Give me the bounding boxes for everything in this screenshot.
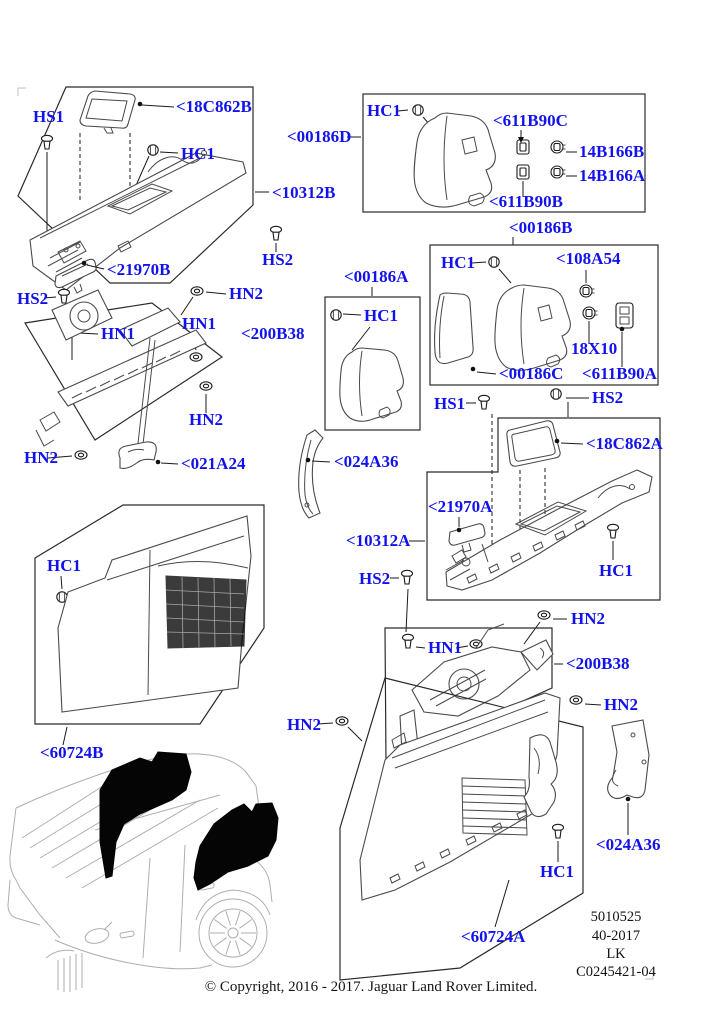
leader-line — [352, 327, 370, 350]
label-hn1[interactable]: HN1 — [182, 314, 216, 333]
nut-icon — [538, 611, 550, 619]
screw-icon — [42, 135, 53, 149]
label-hn2[interactable]: HN2 — [229, 284, 263, 303]
label-18c862b[interactable]: <18C862B — [176, 97, 252, 116]
label-024a36[interactable]: <024A36 — [334, 452, 399, 471]
label-60724b[interactable]: <60724B — [40, 743, 104, 762]
nut-icon — [190, 353, 202, 361]
bracket-tab — [462, 543, 471, 552]
leader-line — [477, 372, 496, 374]
leader-line — [181, 297, 193, 315]
label-hs2[interactable]: HS2 — [17, 289, 49, 308]
label-hc1[interactable]: HC1 — [364, 306, 398, 325]
clip-icon — [551, 141, 566, 153]
screw-icon — [608, 524, 619, 538]
leader-line — [142, 105, 174, 107]
label-14b166b[interactable]: 14B166B — [579, 142, 645, 161]
pillar-024a36-right-group — [608, 720, 649, 835]
clip-icon — [551, 166, 566, 178]
clip-icon — [583, 307, 598, 319]
label-hs1[interactable]: HS1 — [33, 107, 65, 126]
nut-icon — [570, 696, 582, 704]
pillar-shape — [608, 720, 649, 799]
label-00186a[interactable]: <00186A — [344, 267, 409, 286]
label-21970b[interactable]: <21970B — [107, 260, 171, 279]
ref-section-number: 40-2017 — [591, 928, 641, 944]
label-hn2[interactable]: HN2 — [287, 715, 321, 734]
ref-drawing-number: C0245421-04 — [576, 964, 656, 980]
label-hs2[interactable]: HS2 — [262, 250, 294, 269]
label-18c862a[interactable]: <18C862A — [586, 434, 663, 453]
pillar-024a36-left-group — [299, 430, 330, 518]
leader-line — [524, 622, 540, 644]
label-200b38[interactable]: <200B38 — [241, 324, 305, 343]
label-108a54[interactable]: <108A54 — [556, 249, 621, 268]
reference-block — [576, 909, 657, 980]
clip-icon — [517, 165, 529, 179]
label-021a24[interactable]: <021A24 — [181, 454, 246, 473]
label-200b38[interactable]: <200B38 — [566, 654, 630, 673]
lid-tab — [104, 128, 113, 133]
label-60724a[interactable]: <60724A — [461, 927, 526, 946]
screw-icon — [479, 395, 490, 409]
storage-net — [166, 576, 246, 648]
label-18x10[interactable]: 18X10 — [571, 339, 618, 358]
label-10312a[interactable]: <10312A — [346, 531, 411, 550]
leader-line — [585, 704, 601, 705]
leader-dot — [626, 797, 631, 802]
label-00186d[interactable]: <00186D — [287, 127, 352, 146]
leader-line — [348, 727, 362, 741]
highlighted-trim-right — [194, 803, 278, 890]
nut-icon — [200, 382, 212, 390]
leader-dot — [306, 458, 311, 463]
leader-line — [343, 314, 361, 315]
highlighted-trim-left — [100, 752, 191, 878]
leader-line — [161, 463, 178, 464]
label-hc1[interactable]: HC1 — [540, 862, 574, 881]
copyright-notice: © Copyright, 2016 - 2017. Jaguar Land Rover Limited. — [204, 979, 538, 995]
trim-00186d-shape — [414, 113, 495, 207]
screw-icon — [271, 226, 282, 240]
leader-line — [79, 333, 98, 334]
pillar-shape — [299, 430, 323, 518]
label-hn1[interactable]: HN1 — [101, 324, 135, 343]
leader-line — [206, 292, 226, 294]
leader-line — [499, 269, 511, 283]
label-hn2[interactable]: HN2 — [189, 410, 223, 429]
box-60724b-group — [35, 505, 264, 745]
label-hc1[interactable]: HC1 — [367, 101, 401, 120]
bracket-21970a-shape — [449, 524, 485, 545]
trim-00186a-shape — [340, 348, 404, 421]
ref-catalog-number: 5010525 — [590, 909, 642, 925]
leader-line — [61, 576, 62, 589]
clip-icon — [148, 145, 158, 155]
lid-18c862a-shape — [507, 421, 560, 466]
clip-icon — [580, 285, 595, 297]
label-hn2[interactable]: HN2 — [24, 448, 58, 467]
leader-dot — [471, 367, 476, 372]
label-21970a[interactable]: <21970A — [428, 497, 493, 516]
nut-icon — [336, 717, 348, 725]
label-14b166a[interactable]: 14B166A — [579, 166, 646, 185]
clip-icon — [413, 105, 423, 115]
label-611b90c[interactable]: <611B90C — [493, 111, 568, 130]
leader-line — [312, 461, 330, 462]
label-00186c[interactable]: <00186C — [499, 364, 564, 383]
label-hs2[interactable]: HS2 — [592, 388, 624, 407]
clip-icon — [489, 257, 499, 267]
label-hs1[interactable]: HS1 — [434, 394, 466, 413]
leader-line — [416, 647, 425, 648]
slide-ring — [70, 302, 98, 330]
vehicle-illustration — [8, 752, 278, 992]
screw-icon — [402, 570, 413, 584]
nut-icon — [75, 451, 87, 459]
leader-line — [495, 880, 509, 927]
crop-mark-top-left — [18, 88, 26, 96]
screw-icon — [59, 289, 70, 303]
clip-icon — [517, 140, 529, 154]
label-hc1[interactable]: HC1 — [599, 561, 633, 580]
label-hc1[interactable]: HC1 — [441, 253, 475, 272]
leader-line — [561, 443, 583, 444]
hook-021a24-shape — [119, 442, 156, 468]
leader-dot — [138, 102, 143, 107]
screw-icon — [403, 634, 414, 648]
label-611b90b[interactable]: <611B90B — [489, 192, 563, 211]
leader-dot — [457, 528, 462, 533]
ref-market-code: LK — [606, 946, 626, 962]
label-hn2[interactable]: HN2 — [604, 695, 638, 714]
leader-line — [406, 589, 408, 632]
label-611b90a[interactable]: <611B90A — [582, 364, 657, 383]
leader-dot — [620, 327, 625, 332]
label-hn2[interactable]: HN2 — [571, 609, 605, 628]
leader-dot — [555, 439, 560, 444]
leader-dot — [156, 460, 161, 465]
leader-dot — [82, 261, 87, 266]
rail-foot — [36, 412, 60, 446]
nut-icon — [191, 287, 203, 295]
label-hs2[interactable]: HS2 — [359, 569, 391, 588]
screw-icon — [553, 824, 564, 838]
label-hc1[interactable]: HC1 — [181, 144, 215, 163]
clip-icon — [331, 310, 341, 320]
label-hn1[interactable]: HN1 — [428, 638, 462, 657]
clip-icon — [551, 389, 561, 399]
label-10312b[interactable]: <10312B — [272, 183, 336, 202]
label-024a36[interactable]: <024A36 — [596, 835, 661, 854]
label-00186b[interactable]: <00186B — [509, 218, 573, 237]
leader-line — [160, 152, 178, 153]
label-hc1[interactable]: HC1 — [47, 556, 81, 575]
